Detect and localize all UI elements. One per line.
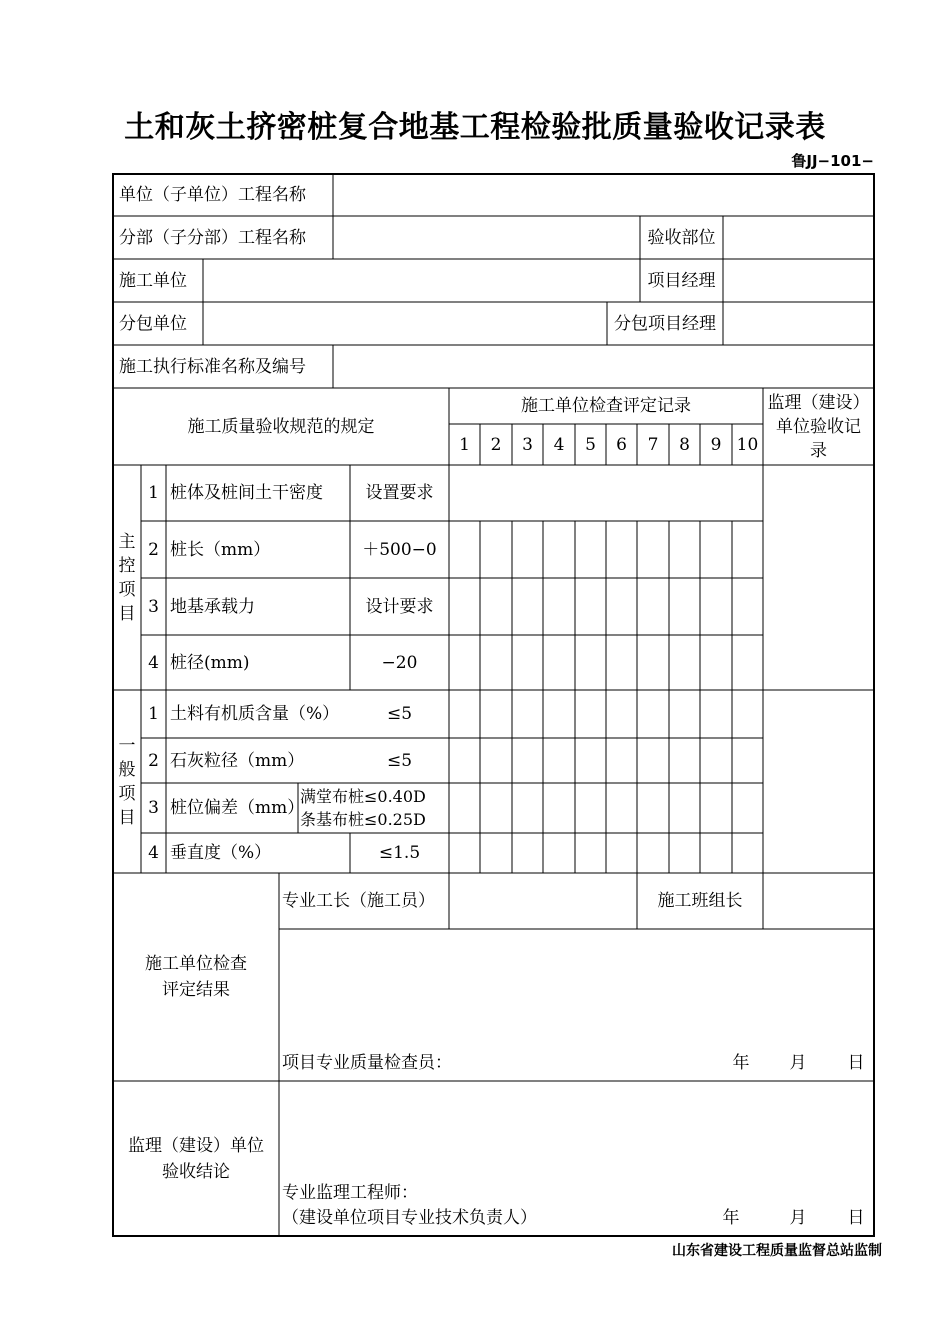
supervision-header-line2: 单位验收记 xyxy=(776,416,861,437)
supervision-engineer-label: 专业监理工程师： xyxy=(282,1183,418,1203)
item-number: 2 xyxy=(148,539,159,560)
footer-issuer: 山东省建设工程质量监督总站监制 xyxy=(672,1243,882,1259)
construction-unit-label: 施工单位 xyxy=(119,270,187,291)
supervision-header-line1: 监理（建设） xyxy=(767,392,870,413)
day-label: 日 xyxy=(847,1208,865,1228)
item-number: 4 xyxy=(148,843,159,863)
item-name: 石灰粒径（mm） xyxy=(170,750,305,771)
month-label: 月 xyxy=(789,1208,807,1228)
supervision-record-header xyxy=(763,388,874,465)
item-name: 桩长（mm） xyxy=(170,539,271,560)
item-requirement xyxy=(298,783,449,833)
column-number: 10 xyxy=(736,434,759,455)
item-number: 4 xyxy=(148,652,159,673)
column-number: 8 xyxy=(679,434,690,455)
item-name: 桩径(mm) xyxy=(170,652,250,673)
req-strip-layout: 条基布桩≤0.25D xyxy=(300,810,426,829)
column-number: 4 xyxy=(553,434,565,455)
column-number: 2 xyxy=(490,434,502,455)
sub-project-label: 分部（子分部）工程名称 xyxy=(119,227,306,248)
month-label: 月 xyxy=(789,1053,807,1073)
accept-part-label: 验收部位 xyxy=(647,227,716,248)
item-number: 1 xyxy=(148,483,159,503)
general-items-label: 一 般 项 目 xyxy=(118,735,136,828)
column-number: 5 xyxy=(585,434,596,455)
item-name: 桩位偏差（mm） xyxy=(170,798,305,818)
supervision-header-line3: 录 xyxy=(810,440,827,461)
column-number: 3 xyxy=(522,434,533,455)
item-name: 土料有机质含量（%） xyxy=(170,704,340,724)
main-items-label: 主 控 项 目 xyxy=(118,531,136,624)
subcontract-unit-label: 分包单位 xyxy=(119,313,187,334)
item-requirement: ≤5 xyxy=(386,704,413,724)
column-number: 9 xyxy=(710,434,722,455)
year-label: 年 xyxy=(732,1053,750,1073)
day-label: 日 xyxy=(847,1053,865,1073)
item-number: 2 xyxy=(148,750,159,771)
construction-result-label: 施工单位检查 评定结果 xyxy=(145,954,247,1000)
team-leader-label: 施工班组长 xyxy=(657,891,743,911)
standard-label: 施工执行标准名称及编号 xyxy=(119,356,306,377)
unit-project-label: 单位（子单位）工程名称 xyxy=(119,185,306,205)
sub-project-manager-label: 分包项目经理 xyxy=(614,313,716,334)
spec-header: 施工质量验收规范的规定 xyxy=(187,416,375,437)
check-record-header: 施工单位检查评定记录 xyxy=(521,396,691,416)
item-name: 桩体及桩间土干密度 xyxy=(170,483,323,503)
item-requirement: ≤1.5 xyxy=(378,843,421,863)
item-number: 3 xyxy=(148,798,159,818)
item-requirement: −20 xyxy=(381,652,418,673)
item-name: 地基承载力 xyxy=(170,596,255,617)
item-requirement: 设计要求 xyxy=(365,596,434,617)
column-number: 1 xyxy=(459,434,470,455)
document-title: 土和灰土挤密桩复合地基工程检验批质量验收记录表 xyxy=(124,110,826,145)
quality-inspector-label: 项目专业质量检查员： xyxy=(282,1053,452,1073)
column-number: 7 xyxy=(647,434,659,455)
req-full-layout: 满堂布桩≤0.40D xyxy=(300,787,426,806)
item-requirement: ≤5 xyxy=(386,750,413,771)
form-code: 鲁JJ−101− xyxy=(791,152,874,170)
item-number: 3 xyxy=(148,596,159,617)
year-label: 年 xyxy=(722,1208,740,1228)
item-number: 1 xyxy=(148,704,159,724)
foreman-label: 专业工长（施工员） xyxy=(282,891,435,911)
owner-representative-label: （建设单位项目专业技术负责人） xyxy=(282,1208,537,1228)
item-name: 垂直度（%） xyxy=(170,843,272,863)
column-number: 6 xyxy=(616,434,627,455)
supervision-result-label: 监理（建设）单位 验收结论 xyxy=(128,1135,264,1182)
item-requirement: 设置要求 xyxy=(365,483,434,503)
project-manager-label: 项目经理 xyxy=(647,270,716,291)
item-requirement: ＋500−0 xyxy=(362,539,437,560)
